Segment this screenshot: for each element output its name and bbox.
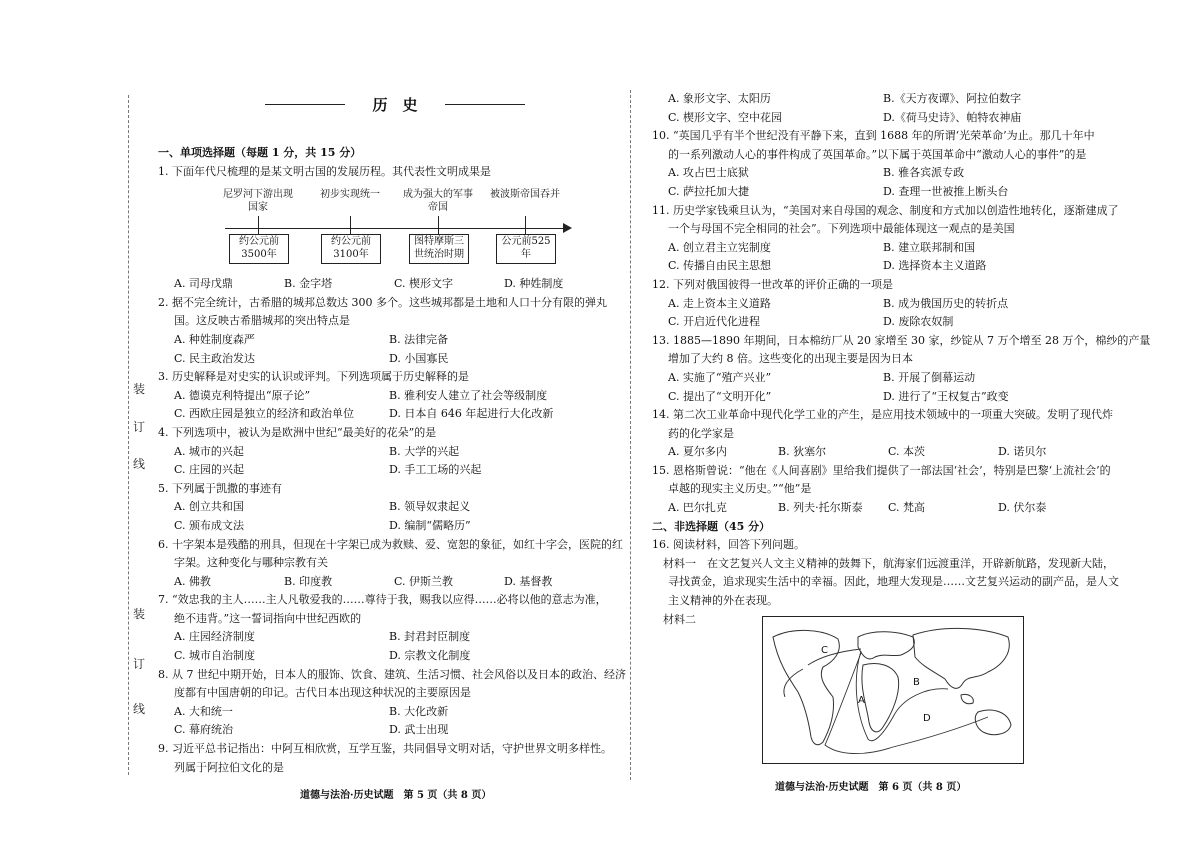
option-d[interactable]: D. 日本自 646 年起进行大化改新	[389, 407, 554, 421]
option-a[interactable]: A. 巴尔扎克	[668, 501, 727, 515]
option-c[interactable]: C. 萨拉托加大捷	[668, 184, 750, 198]
question-options	[652, 295, 1192, 314]
binding-char: 订	[133, 657, 146, 671]
timeline-tick	[438, 216, 439, 234]
option-d[interactable]: D. 小国寡民	[389, 351, 449, 365]
question-stem: 的一系列激动人心的事件构成了英国革命。”以下属于英国革命中“激动人心的事件”的是	[668, 147, 1087, 161]
question-options	[652, 499, 1192, 518]
timeline-diagram	[225, 188, 585, 268]
option-b[interactable]: B. 成为俄国历史的转折点	[883, 296, 1009, 310]
page-title: 历 史	[265, 94, 525, 115]
option-a[interactable]: A. 实施了“殖产兴业”	[668, 370, 772, 384]
question-options	[158, 443, 618, 462]
binding-line	[128, 95, 129, 775]
question-stem: 药的化学家是	[668, 426, 734, 440]
question-options	[652, 239, 1192, 258]
option-b[interactable]: B. 封君封臣制度	[389, 630, 471, 644]
binding-char: 装	[133, 607, 146, 621]
question-options	[652, 313, 1192, 332]
timeline-tick	[525, 216, 526, 234]
question-options	[652, 164, 1192, 183]
world-map-routes	[762, 616, 1024, 764]
option-c[interactable]: C. 幕府统治	[174, 723, 234, 737]
timeline-date: 约公元前3100年	[321, 234, 381, 264]
option-d[interactable]: D. 查理一世被推上断头台	[883, 184, 1009, 198]
map-label: C	[821, 645, 828, 656]
option-d[interactable]: D. 废除农奴制	[883, 315, 954, 329]
timeline-date: 图特摩斯三世统治时期	[409, 234, 469, 264]
timeline-event: 初步实现统一	[320, 189, 380, 200]
option-c[interactable]: C. 西欧庄园是独立的经济和政治单位	[174, 407, 355, 421]
option-a[interactable]: A. 德谟克利特提出“原子论”	[174, 388, 311, 402]
timeline-event: 尼罗河下游出现国家	[223, 189, 293, 213]
option-c[interactable]: C. 颁布成文法	[174, 518, 245, 532]
option-a[interactable]: A. 象形文字、太阳历	[668, 92, 771, 105]
option-d[interactable]: D.《荷马史诗》、帕特农神庙	[883, 110, 1022, 124]
option-c[interactable]: C. 提出了“文明开化”	[668, 389, 772, 403]
option-a[interactable]: A. 种姓制度森严	[174, 332, 255, 346]
question-options	[652, 369, 1192, 388]
question-options	[158, 350, 618, 369]
question-stem: 9. 习近平总书记指出：中阿互相欣赏，互学互鉴，共同倡导文明对话，守护世界文明多样性。	[158, 742, 612, 756]
question-stem: 国。这反映古希腊城邦的突出特点是	[174, 314, 350, 328]
question-options	[652, 109, 1192, 128]
timeline-event: 成为强大的军事帝国	[403, 189, 473, 213]
option-d[interactable]: D. 选择资本主义道路	[883, 259, 987, 273]
question-stem: 16. 阅读材料，回答下列问题。	[652, 538, 805, 552]
question-options	[158, 461, 618, 480]
option-a[interactable]: A. 司母戊鼎	[174, 277, 233, 291]
option-d[interactable]: D. 编制“儒略历”	[389, 518, 471, 532]
question-stem: 6. 十字架本是残酷的刑具，但现在十字架已成为救赎、爱、宽恕的象征，如红十字会，医院的红	[158, 537, 623, 551]
option-c[interactable]: C. 庄园的兴起	[174, 463, 245, 477]
question-stem: 绝不违背。”这一誓词指向中世纪西欧的	[174, 611, 362, 625]
timeline-tick	[350, 216, 351, 234]
question-options	[652, 90, 1192, 109]
question-stem: 卓越的现实主义历史。”“他”是	[668, 482, 812, 496]
timeline-tick	[258, 216, 259, 234]
binding-char: 装	[133, 382, 146, 396]
option-d[interactable]: D. 武士出现	[389, 723, 449, 737]
option-a[interactable]: A. 攻占巴士底狱	[668, 166, 749, 180]
question-options	[158, 573, 618, 592]
question-stem: 8. 从 7 世纪中期开始，日本人的服饰、饮食、建筑、生活习惯、社会风俗以及日本的政治、经济	[158, 667, 626, 681]
option-d[interactable]: D. 种姓制度	[504, 277, 564, 291]
page-footer: 道德与法治·历史试题 第 6 页（共 8 页）	[775, 782, 967, 793]
option-b[interactable]: B. 大学的兴起	[389, 444, 460, 458]
question-stem: 一个与母国不完全相同的社会”。下列选项中最能体现这一观点的是美国	[668, 222, 1015, 236]
question-options	[158, 517, 618, 536]
option-b[interactable]: B. 领导奴隶起义	[389, 500, 471, 514]
option-c[interactable]: C. 梵高	[888, 501, 926, 515]
question-options	[158, 331, 618, 350]
question-stem: 列属于阿拉伯文化的是	[174, 760, 284, 774]
option-a[interactable]: A. 大和统一	[174, 704, 233, 718]
option-d[interactable]: D. 诺贝尔	[998, 445, 1047, 459]
section-heading: 一、单项选择题（每题 1 分，共 15 分）	[158, 146, 362, 159]
question-options	[652, 257, 1192, 276]
binding-char: 线	[133, 702, 146, 716]
map-label: D	[923, 713, 931, 724]
question-stem: 11. 历史学家钱乘旦认为，“美国对来自母国的观念、制度和方式加以创造性地转化，逐渐建成了	[652, 203, 1119, 217]
material-text: 寻找黄金，追求现实生活中的幸福。因此，地理大发现是……文艺复兴运动的副产品，是人文	[668, 575, 1119, 589]
option-b[interactable]: B. 建立联邦制和国	[883, 240, 976, 254]
question-stem: 12. 下列对俄国彼得一世改革的评价正确的一项是	[652, 277, 893, 291]
question-options	[158, 405, 618, 424]
material-text: 主义精神的外在表现。	[668, 594, 778, 608]
option-a[interactable]: A. 佛教	[174, 574, 211, 588]
option-b[interactable]: B. 雅利安人建立了社会等级制度	[389, 388, 548, 402]
question-options	[158, 387, 618, 406]
question-stem: 14. 第二次工业革命中现代化学工业的产生，是应用技术领域中的一项重大突破。发明了现代炸	[652, 408, 1113, 422]
timeline-date: 约公元前3500年	[229, 234, 289, 264]
question-options	[158, 498, 618, 517]
question-options	[652, 388, 1192, 407]
map-label: B	[913, 677, 920, 688]
option-a[interactable]: A. 走上资本主义道路	[668, 296, 771, 310]
option-b[interactable]: B. 大化改新	[389, 704, 449, 718]
timeline-arrow-icon	[563, 223, 572, 233]
option-c[interactable]: C. 开启近代化进程	[668, 315, 761, 329]
option-c[interactable]: C. 传播自由民主思想	[668, 259, 772, 273]
binding-char: 订	[133, 420, 146, 434]
timeline-date: 公元前525年	[496, 234, 556, 264]
question-stem: 7. “效忠我的主人……主人凡敬爱我的……尊待于我，赐我以应得……必将以他的意志为准，	[158, 593, 607, 607]
option-a[interactable]: A. 夏尔多内	[668, 445, 727, 459]
question-options	[158, 703, 618, 722]
map-label: A	[858, 695, 865, 706]
question-options	[158, 628, 618, 647]
option-d[interactable]: D. 进行了“王权复古”政变	[883, 389, 1009, 403]
option-b[interactable]: B. 法律完备	[389, 332, 449, 346]
option-c[interactable]: C. 楔形文字	[394, 277, 454, 291]
option-a[interactable]: A. 城市的兴起	[174, 444, 244, 458]
option-c[interactable]: C. 楔形文字、空中花园	[668, 110, 783, 124]
option-b[interactable]: B. 开展了倒幕运动	[883, 370, 976, 384]
timeline-axis	[225, 228, 565, 229]
question-stem: 3. 历史解释是对史实的认识或评判。下列选项属于历史解释的是	[158, 370, 469, 384]
option-c[interactable]: C. 民主政治发达	[174, 351, 256, 365]
option-c[interactable]: C. 本茨	[888, 445, 926, 459]
option-b[interactable]: B. 狄塞尔	[778, 445, 827, 459]
question-stem: 增加了大约 8 倍。这些变化的出现主要是因为日本	[668, 352, 913, 366]
option-b[interactable]: B.《天方夜谭》、阿拉伯数字	[883, 92, 1022, 105]
option-b[interactable]: B. 印度教	[284, 574, 333, 588]
question-stem: 15. 恩格斯曾说：“他在《人间喜剧》里给我们提供了一部法国‘社会’，特别是巴黎‘上流社会’的	[652, 463, 1111, 477]
question-stem: 10. “英国几乎有半个世纪没有平静下来，直到 1688 年的所谓‘光荣革命’为止。那几十年中	[652, 129, 1095, 143]
question-options	[652, 443, 1192, 462]
page-footer: 道德与法治·历史试题 第 5 页（共 8 页）	[300, 790, 492, 801]
option-c[interactable]: C. 城市自治制度	[174, 649, 256, 663]
option-d[interactable]: D. 手工工场的兴起	[389, 463, 482, 477]
question-options	[158, 647, 618, 666]
binding-char: 线	[133, 457, 146, 471]
option-d[interactable]: D. 基督教	[504, 574, 553, 588]
question-stem: 13. 1885—1890 年期间，日本棉纺厂从 20 家增至 30 家，纱锭从 7 万个增至 28 万个，棉纱的产量	[652, 333, 1151, 347]
option-c[interactable]: C. 伊斯兰教	[394, 574, 454, 588]
material-text: 材料一 在文艺复兴人文主义精神的鼓舞下，航海家们远渡重洋，开辟新航路，发现新大陆，	[652, 556, 1114, 570]
right-column	[652, 90, 1192, 629]
question-stem: 5. 下列属于凯撒的事迹有	[158, 481, 282, 495]
option-d[interactable]: D. 伏尔泰	[998, 501, 1047, 515]
question-stem: 字架。这种变化与哪种宗教有关	[174, 556, 328, 570]
question-stem: 4. 下列选项中，被认为是欧洲中世纪“最美好的花朵”的是	[158, 425, 437, 439]
question-options	[158, 275, 618, 294]
map-drawing	[763, 617, 1023, 763]
question-options	[652, 183, 1192, 202]
option-b[interactable]: B. 金字塔	[284, 277, 333, 291]
option-a[interactable]: A. 创立共和国	[174, 500, 244, 514]
question-stem: 2. 据不完全统计，古希腊的城邦总数达 300 多个。这些城邦都是土地和人口十分有限的弹丸	[158, 295, 607, 309]
option-b[interactable]: B. 列夫·托尔斯泰	[778, 501, 863, 515]
option-b[interactable]: B. 雅各宾派专政	[883, 166, 965, 180]
timeline-event: 被波斯帝国吞并	[490, 189, 560, 200]
question-options	[158, 721, 618, 740]
option-a[interactable]: A. 创立君主立宪制度	[668, 240, 771, 254]
material-label: 材料二	[652, 612, 696, 626]
option-a[interactable]: A. 庄园经济制度	[174, 630, 255, 644]
section-heading: 二、非选择题（45 分）	[652, 519, 771, 533]
question-stem: 1. 下面年代尺梳理的是某文明古国的发展历程。其代表性文明成果是	[158, 164, 491, 178]
question-stem: 度都有中国唐朝的印记。古代日本出现这种状况的主要原因是	[174, 686, 471, 700]
option-d[interactable]: D. 宗教文化制度	[389, 649, 471, 663]
